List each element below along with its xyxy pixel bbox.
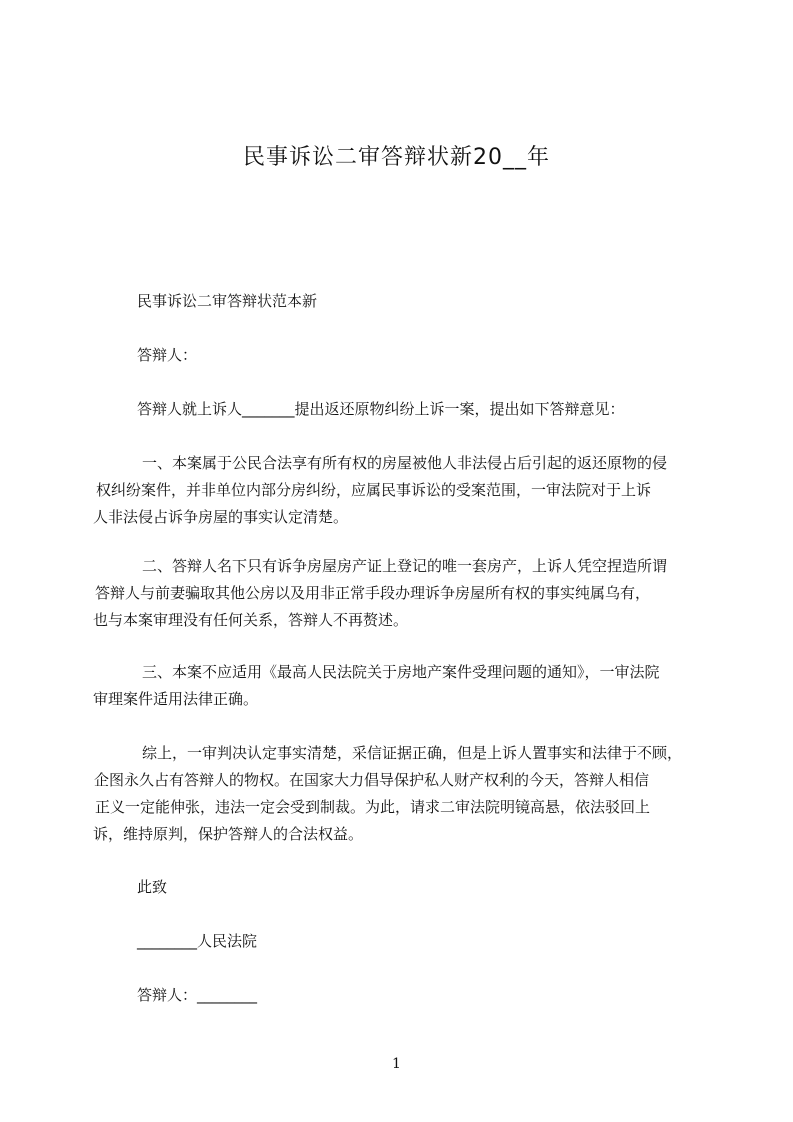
- document-subtitle: 民事诉讼二审答辩状范本新: [137, 292, 318, 310]
- intro-paragraph: 答辩人就上诉人_______提出返还原物纠纷上诉一案，提出如下答辩意见：: [137, 400, 625, 418]
- document-title: 民事诉讼二审答辩状新20__年: [243, 145, 550, 170]
- paragraph3-line: 审理案件适用法律正确。: [93, 690, 259, 708]
- paragraph3-line: 三、本案不应适用《最高人民法院关于房地产案件受理问题的通知》，一审法院: [142, 663, 660, 681]
- respondent-label: 答辩人：: [137, 346, 198, 364]
- paragraph1-line: 人非法侵占诉争房屋的事实认定清楚。: [93, 508, 349, 526]
- page-number: 1: [392, 1056, 401, 1072]
- paragraph2-line: 二、答辩人名下只有诉争房屋房产证上登记的唯一套房产，上诉人凭空捏造所谓: [142, 557, 668, 575]
- conclusion-line: 正义一定能伸张，违法一定会受到制裁。为此，请求二审法院明镜高悬，依法驳回上: [95, 798, 651, 816]
- paragraph1-line: 权纠纷案件，并非单位内部分房纠纷，应属民事诉讼的受案范围，一审法院对于上诉: [96, 481, 652, 499]
- paragraph1-line: 一、本案属于公民合法享有所有权的房屋被他人非法侵占后引起的返还原物的侵: [142, 454, 668, 472]
- paragraph2-line: 也与本案审理没有任何关系，答辩人不再赘述。: [93, 611, 409, 629]
- conclusion-line: 诉，维持原判，保护答辩人的合法权益。: [93, 825, 364, 843]
- court-name: ________人民法院: [137, 932, 258, 950]
- closing-salutation: 此致: [137, 878, 168, 896]
- conclusion-line: 企图永久占有答辩人的物权。在国家大力倡导保护私人财产权利的今天，答辩人相信: [94, 771, 650, 789]
- conclusion-line: 综上，一审判决认定事实清楚，采信证据正确，但是上诉人置事实和法律于不顾，: [142, 744, 683, 762]
- signature-line: 答辩人：________: [137, 986, 258, 1004]
- paragraph2-line: 答辩人与前妻骗取其他公房以及用非正常手段办理诉争房屋所有权的事实纯属乌有，: [95, 584, 651, 602]
